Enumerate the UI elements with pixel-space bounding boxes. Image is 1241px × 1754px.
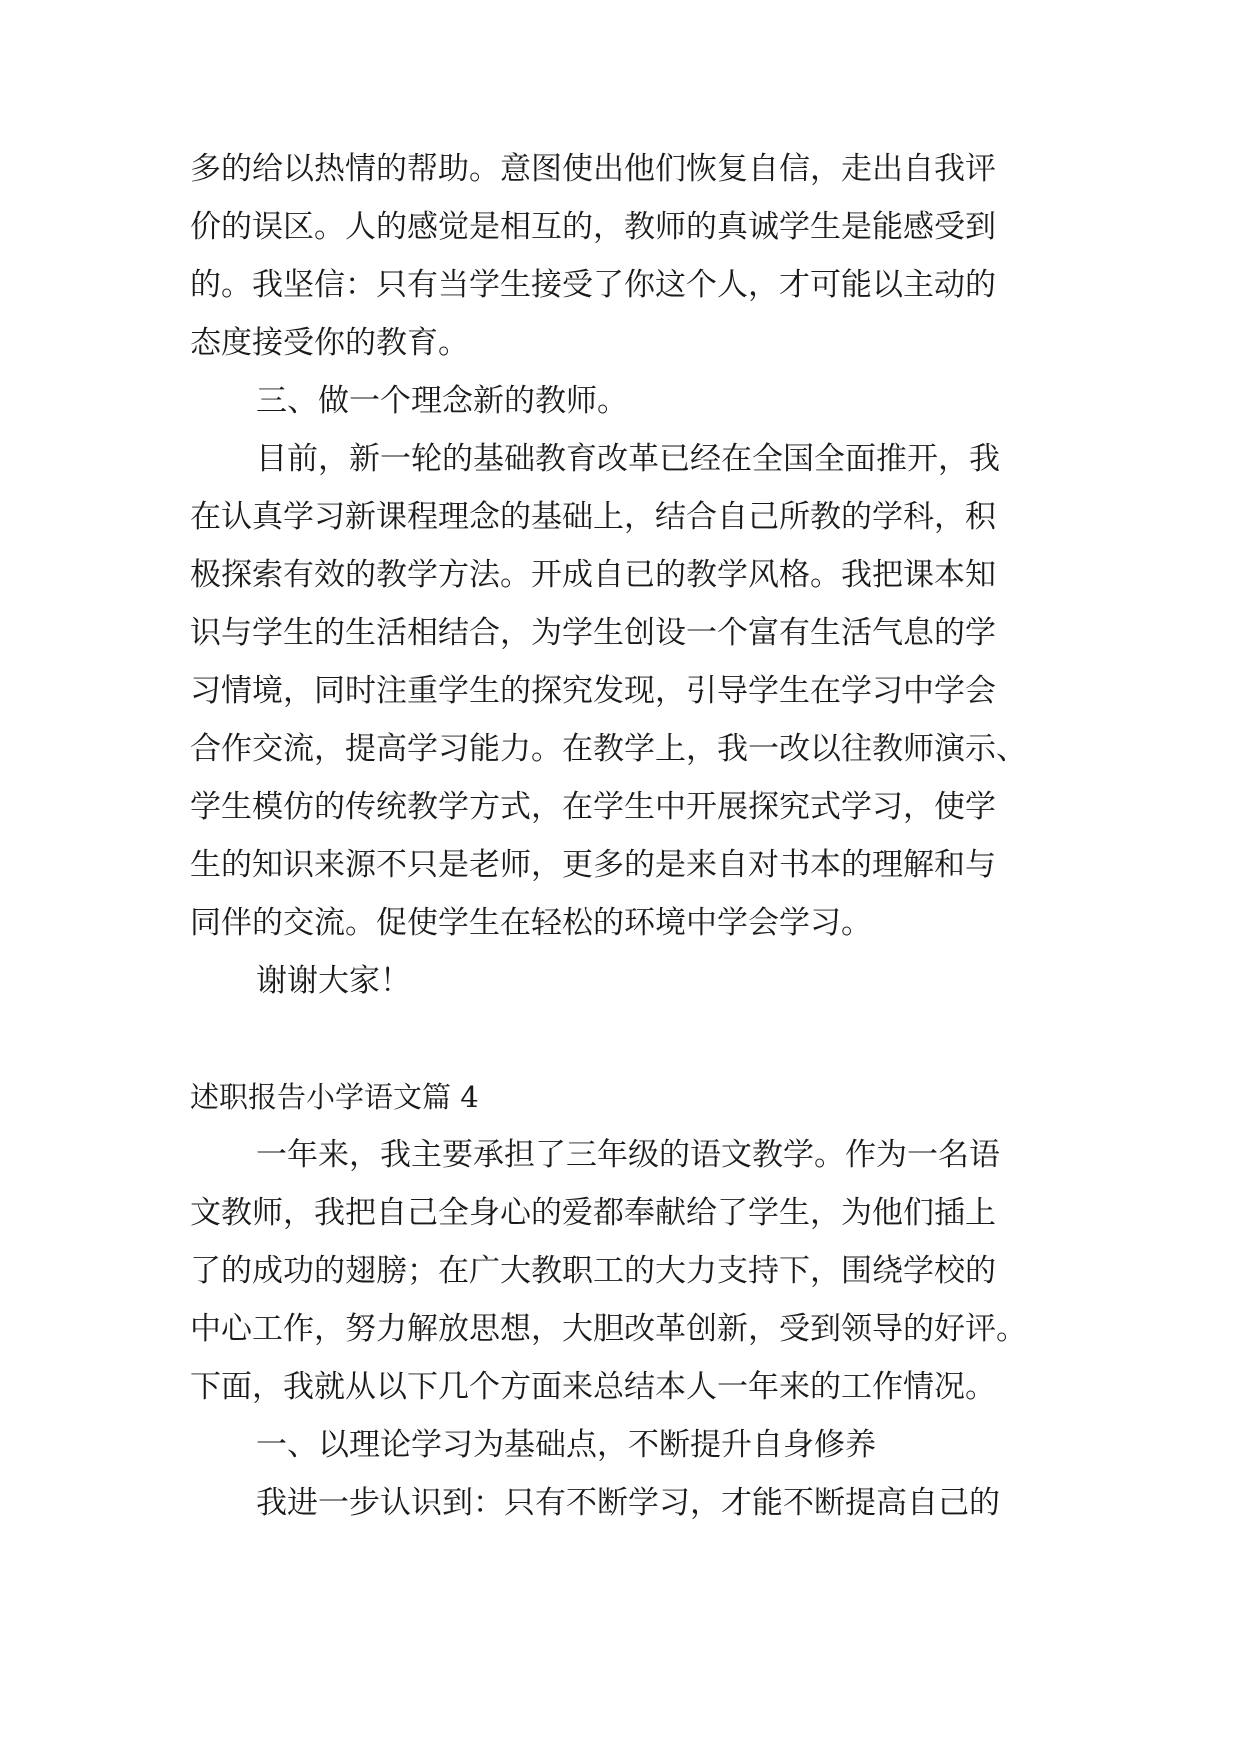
paragraph-line: 的。我坚信：只有当学生接受了你这个人，才可能以主动的 <box>190 267 996 303</box>
paragraph-line: 习情境，同时注重学生的探究发现，引导学生在学习中学会 <box>190 673 996 709</box>
paragraph-line: 中心工作，努力解放思想，大胆改革创新，受到领导的好评。 <box>190 1311 1027 1347</box>
section-heading: 一、以理论学习为基础点，不断提升自身修养 <box>256 1427 876 1463</box>
paragraph-line: 态度接受你的教育。 <box>190 325 469 361</box>
paragraph-line: 同伴的交流。促使学生在轻松的环境中学会学习。 <box>190 905 872 941</box>
paragraph-line: 我进一步认识到：只有不断学习，才能不断提高自己的 <box>256 1485 1000 1521</box>
paragraph-line: 极探索有效的教学方法。开成自已的教学风格。我把课本知 <box>190 557 996 593</box>
paragraph-line: 了的成功的翅膀；在广大教职工的大力支持下，围绕学校的 <box>190 1253 996 1289</box>
paragraph-line: 目前，新一轮的基础教育改革已经在全国全面推开，我 <box>256 441 1000 477</box>
paragraph-line: 在认真学习新课程理念的基础上，结合自己所教的学科，积 <box>190 499 996 535</box>
paragraph-line: 合作交流，提高学习能力。在教学上，我一改以往教师演示、 <box>190 731 1027 767</box>
paragraph-line: 多的给以热情的帮助。意图使出他们恢复自信，走出自我评 <box>190 151 996 187</box>
paragraph-line: 识与学生的生活相结合，为学生创设一个富有生活气息的学 <box>190 615 996 651</box>
paragraph-line: 价的误区。人的感觉是相互的，教师的真诚学生是能感受到 <box>190 209 996 245</box>
article-title: 述职报告小学语文篇 4 <box>190 1080 479 1114</box>
paragraph-line: 生的知识来源不只是老师，更多的是来自对书本的理解和与 <box>190 847 996 883</box>
section-heading: 三、做一个理念新的教师。 <box>256 383 628 419</box>
paragraph-line: 学生模仿的传统教学方式，在学生中开展探究式学习，使学 <box>190 789 996 825</box>
paragraph-line: 一年来，我主要承担了三年级的语文教学。作为一名语 <box>256 1137 1000 1173</box>
paragraph-line: 下面，我就从以下几个方面来总结本人一年来的工作情况。 <box>190 1369 996 1405</box>
closing-thanks: 谢谢大家！ <box>256 963 411 999</box>
paragraph-line: 文教师，我把自己全身心的爱都奉献给了学生，为他们插上 <box>190 1195 996 1231</box>
